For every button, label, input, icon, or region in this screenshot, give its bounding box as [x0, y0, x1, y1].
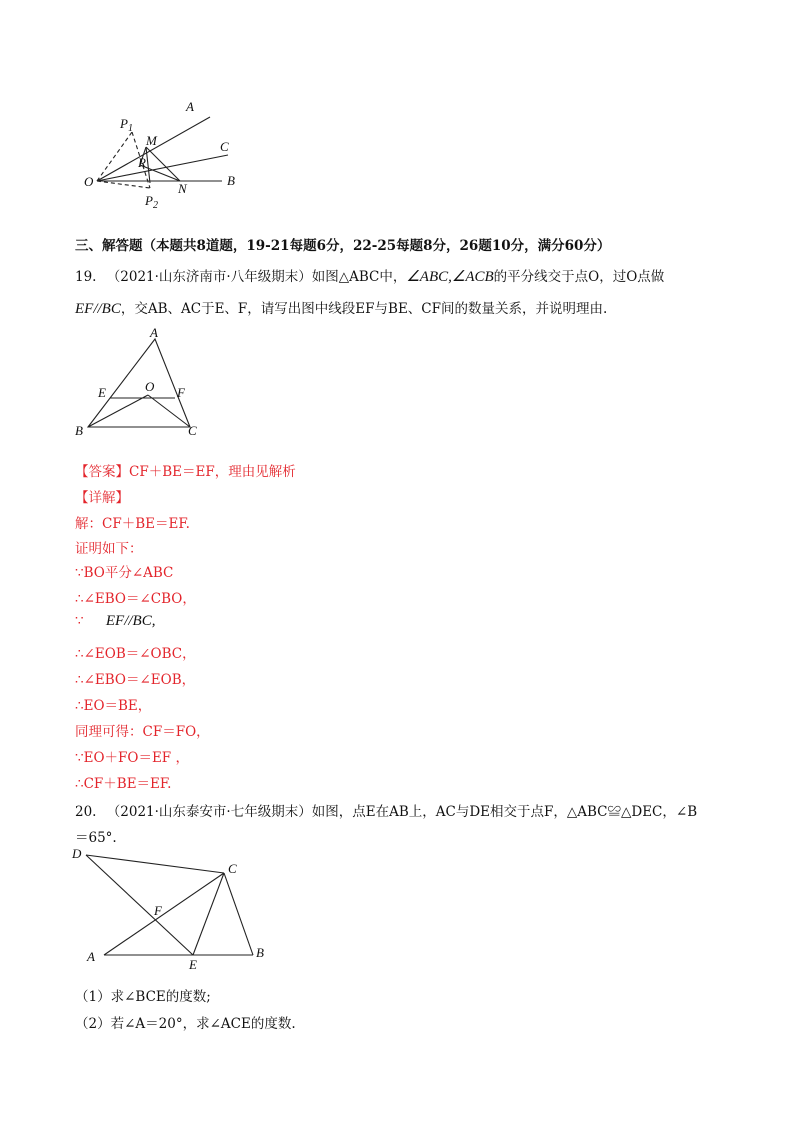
ef-bc-parallel: EF//BC, — [105, 613, 156, 629]
q20-text-line2: ＝65°. — [75, 830, 117, 846]
solution-line-10: ∴CF＋BE＝EF. — [75, 776, 172, 792]
q19-answer: 【答案】CF＋BE＝EF，理由见解析 — [75, 464, 296, 480]
q20-line1 — [75, 800, 697, 820]
because-symbol: ∵ — [75, 613, 84, 629]
label-a: A — [186, 99, 194, 114]
q19-source: （2021·山东济南市·八年级期末）如图△ABC中， — [106, 269, 407, 285]
label-b: B — [75, 423, 83, 438]
segment-cb — [224, 873, 253, 955]
figure-q20-triangles — [68, 843, 278, 973]
q19-line1 — [75, 265, 664, 286]
label-n: N — [178, 181, 187, 196]
label-c: C — [188, 423, 197, 438]
ray-oc — [97, 155, 228, 181]
label-m: M — [146, 133, 157, 148]
q19-ef-bc: EF//BC — [75, 301, 121, 317]
label-r: R — [138, 155, 146, 170]
label-c: C — [220, 139, 229, 154]
solution-line-6: ∴∠EBO＝∠EOB， — [75, 672, 196, 688]
q20-number: 20. — [75, 804, 97, 820]
q19-text-b: ，交AB、AC于E、F，请写出图中线段EF与BE、CF间的数量关系，并说明理由. — [120, 301, 608, 317]
dashed-op2 — [97, 181, 150, 188]
figure-angle-reflection — [70, 95, 270, 220]
label-e: E — [189, 957, 197, 972]
dashed-op1 — [97, 132, 132, 181]
solution-line-5: ∴∠EOB＝∠OBC， — [75, 646, 196, 662]
solution-line-parallel — [75, 613, 155, 630]
triangle-abc — [88, 339, 190, 427]
q19-number: 19. — [75, 269, 97, 285]
solution-line-1: 解：CF＋BE＝EF. — [75, 516, 190, 532]
label-p2: $P_2$ — [145, 193, 158, 211]
q19-line2 — [75, 297, 607, 318]
solution-line-3: ∵BO平分∠ABC — [75, 565, 174, 581]
solution-line-4: ∴∠EBO＝∠CBO， — [75, 591, 196, 607]
label-o: O — [145, 379, 155, 394]
segment-ec — [193, 873, 224, 955]
solution-line-7: ∴EO＝BE， — [75, 698, 152, 714]
label-d: D — [72, 846, 82, 861]
section-header: 三、解答题（本题共8道题，19-21每题6分，22-25每题8分，26题10分，满分60分） — [75, 238, 611, 254]
q19-text-a: 的平分线交于点O，过O点做 — [493, 269, 665, 285]
label-b: B — [256, 945, 264, 960]
solution-line-9: ∵EO＋FO＝EF ， — [75, 750, 189, 766]
segment-dc — [86, 855, 224, 873]
label-b: B — [227, 173, 235, 188]
label-c: C — [228, 861, 237, 876]
segment-ac — [104, 873, 224, 955]
q19-angles: ∠ABC,∠ACB — [406, 269, 494, 285]
label-a: A — [87, 949, 95, 964]
solution-line-8: 同理可得：CF＝FO， — [75, 724, 210, 740]
label-o: O — [84, 174, 94, 189]
solution-line-2: 证明如下： — [75, 541, 143, 557]
q20-text-line1: （2021·山东泰安市·七年级期末）如图，点E在AB上，AC与DE相交于点F，△ABC≌△DEC，∠B — [106, 804, 698, 820]
q20-sub1: （1）求∠BCE的度数; — [75, 989, 211, 1005]
label-e: E — [98, 385, 106, 400]
label-p1: $P_1$ — [120, 116, 133, 134]
label-a: A — [150, 325, 158, 340]
label-f: F — [177, 385, 185, 400]
segment-rn — [140, 165, 180, 181]
label-f: F — [154, 903, 162, 918]
q20-sub2: （2）若∠A＝20°，求∠ACE的度数. — [75, 1016, 296, 1032]
figure-q19-triangle — [70, 325, 210, 440]
segment-bo — [88, 395, 148, 427]
ray-oa — [97, 117, 210, 181]
q19-detail: 【详解】 — [75, 490, 129, 506]
segment-mn — [146, 147, 180, 181]
